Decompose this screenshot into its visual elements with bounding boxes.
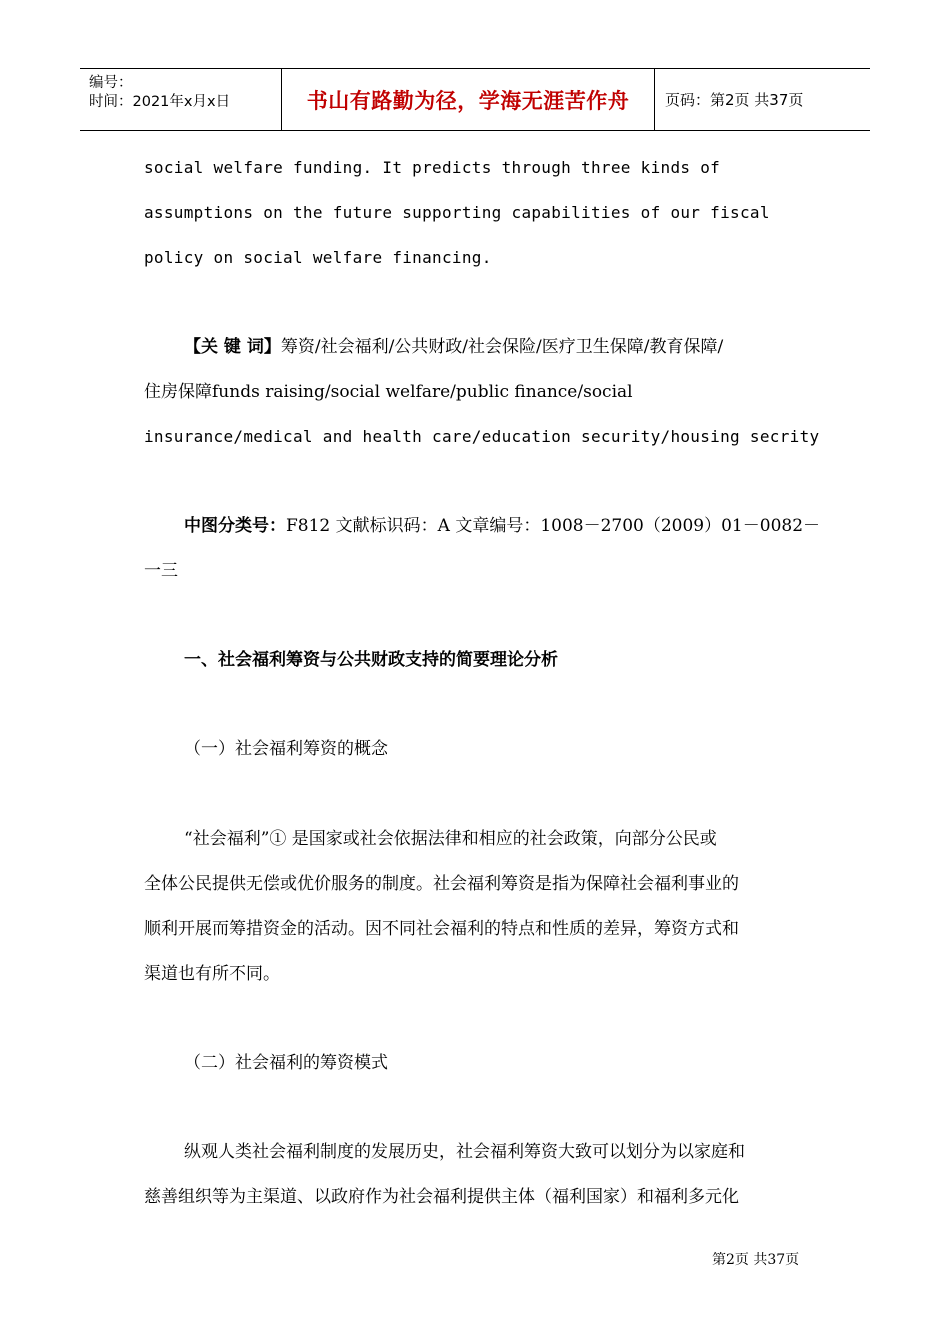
- paragraph-line: “社会福利”① 是国家或社会依据法律和相应的社会政策，向部分公民或: [184, 829, 717, 849]
- keywords-label: 【关 键 词】: [184, 337, 281, 357]
- keywords-line: insurance/medical and health care/education security/housing secrity: [144, 427, 820, 446]
- page-footer: 第2页 共37页: [712, 1252, 800, 1268]
- keywords-line: [144, 382, 633, 402]
- classification-line: [184, 516, 820, 536]
- paragraph-line: 纵观人类社会福利制度的发展历史，社会福利筹资大致可以划分为以家庭和: [184, 1142, 745, 1162]
- classification-label: 中图分类号：: [184, 516, 286, 536]
- paragraph-line: 全体公民提供无偿或优价服务的制度。社会福利筹资是指为保障社会福利事业的: [144, 874, 739, 894]
- header-meta: [80, 69, 282, 130]
- doc-time-label: 时间：2021年x月x日: [89, 94, 231, 110]
- keywords-text: 住房保障funds raising/social welfare/public finance/social: [144, 382, 633, 402]
- keywords-text: 筹资/社会福利/公共财政/社会保险/医疗卫生保障/教育保障/: [280, 337, 724, 357]
- section-heading: 一、社会福利筹资与公共财政支持的简要理论分析: [184, 650, 558, 670]
- classification-text: F812 文献标识码：A 文章编号：1008－2700（2009）01－0082－: [286, 516, 821, 536]
- abstract-en-line: social welfare funding. It predicts through three kinds of: [144, 158, 721, 177]
- header-page-info: 页码：第2页 共37页: [665, 91, 804, 109]
- paragraph-line: 顺利开展而筹措资金的活动。因不同社会福利的特点和性质的差异，筹资方式和: [144, 919, 739, 939]
- keywords-line: [184, 337, 723, 357]
- abstract-en-line: policy on social welfare financing.: [144, 248, 492, 267]
- paragraph-line: 渠道也有所不同。: [144, 964, 280, 984]
- subsection-heading: （一）社会福利筹资的概念: [184, 739, 388, 759]
- paragraph-line: 慈善组织等为主渠道、以政府作为社会福利提供主体（福利国家）和福利多元化: [144, 1187, 739, 1207]
- doc-number-label: 编号：: [89, 75, 133, 91]
- classification-line: 一三: [144, 561, 178, 581]
- abstract-en-line: assumptions on the future supporting capabilities of our fiscal: [144, 203, 770, 222]
- page-header: [80, 68, 870, 131]
- subsection-heading: （二）社会福利的筹资模式: [184, 1053, 388, 1073]
- header-motto: 书山有路勤为径，学海无涯苦作舟: [282, 69, 655, 130]
